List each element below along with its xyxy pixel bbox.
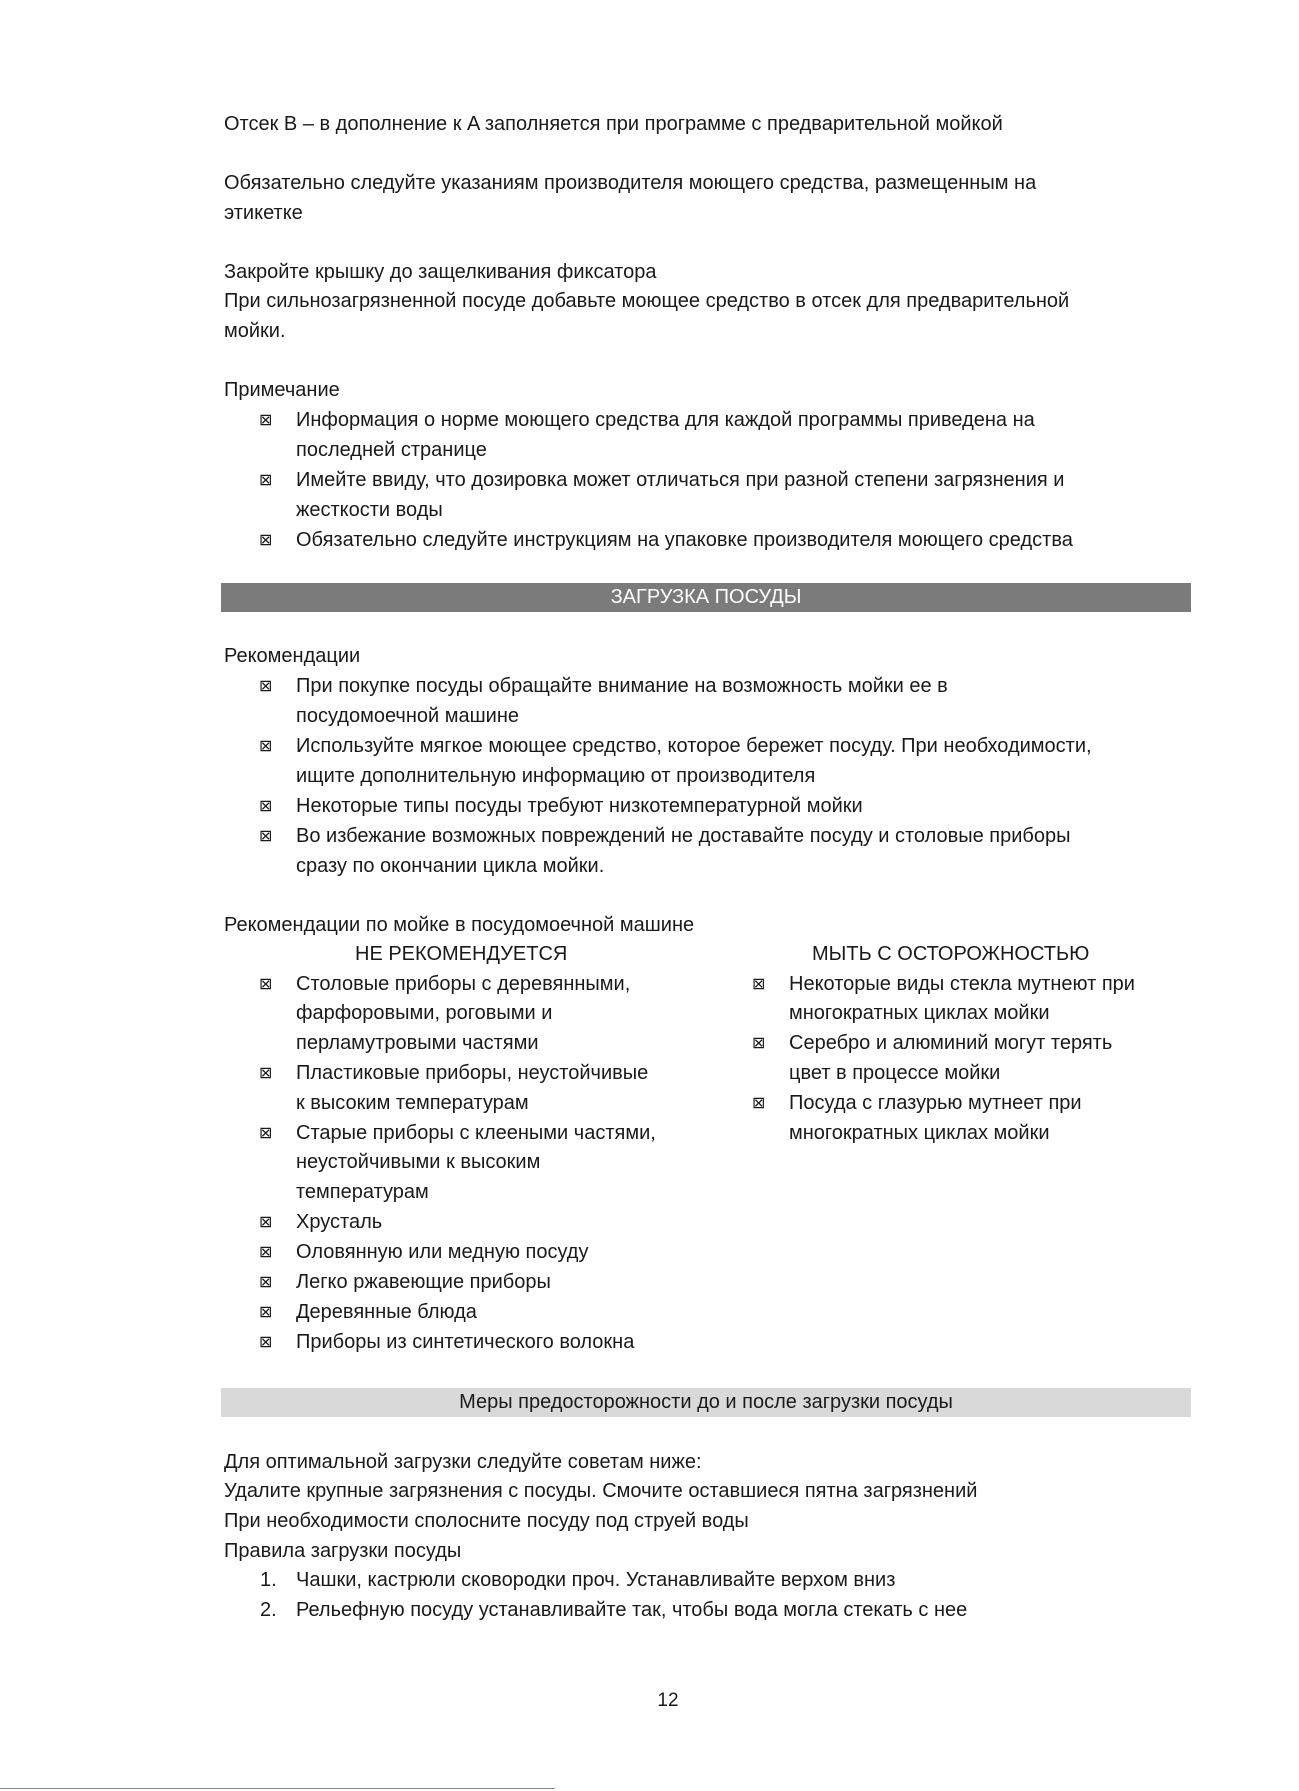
note-line: Информация о норме моющего средства для каждой программы приведена на: [296, 409, 1035, 431]
loading-rules-title: Правила загрузки посуды: [224, 1540, 462, 1562]
bullet-icon: ⊠: [259, 1302, 273, 1321]
wash-with-care-item: многократных циклах мойки: [789, 1122, 1050, 1144]
not-recommended-item: неустойчивыми к высоким: [296, 1151, 541, 1173]
loading-tips-line: Удалите крупные загрязнения с посуды. Смочите оставшиеся пятна загрязнений: [224, 1480, 978, 1502]
bullet-icon: ⊠: [259, 736, 273, 755]
note-line: жесткости воды: [296, 499, 443, 521]
page-number: 12: [657, 1690, 679, 1711]
bullet-icon: ⊠: [259, 530, 273, 549]
recommendation-line: Используйте мягкое моющее средство, которое бережет посуду. При необходимости,: [296, 735, 1092, 757]
note-line: Обязательно следуйте инструкциям на упаковке производителя моющего средства: [296, 529, 1073, 551]
heavy-soil-line-1: При сильнозагрязненной посуде добавьте моющее средство в отсек для предварительной: [224, 290, 1070, 312]
loading-tips-line: При необходимости сполосните посуду под струей воды: [224, 1510, 749, 1532]
bullet-icon: ⊠: [752, 1093, 766, 1112]
loading-rule-text: Чашки, кастрюли сковородки проч. Устанавливайте верхом вниз: [296, 1569, 896, 1591]
note-line: последней странице: [296, 439, 487, 461]
note-title: Примечание: [224, 379, 340, 401]
recommendation-line: При покупке посуды обращайте внимание на возможность мойки ее в: [296, 675, 948, 697]
bullet-icon: ⊠: [752, 974, 766, 993]
bullet-icon: ⊠: [259, 1332, 273, 1351]
bullet-icon: ⊠: [259, 1212, 273, 1231]
wash-with-care-item: Посуда с глазурью мутнеет при: [789, 1092, 1082, 1114]
not-recommended-item: Старые приборы с клееными частями,: [296, 1122, 656, 1144]
manufacturer-instructions-line-1: Обязательно следуйте указаниям производителя моющего средства, размещенным на: [224, 172, 1037, 194]
recommendation-line: ищите дополнительную информацию от производителя: [296, 765, 816, 787]
bullet-icon: ⊠: [259, 974, 273, 993]
wash-with-care-item: Некоторые виды стекла мутнеют при: [789, 973, 1135, 995]
wash-with-care-item: Серебро и алюминий могут терять: [789, 1032, 1113, 1054]
note-line: Имейте ввиду, что дозировка может отличаться при разной степени загрязнения и: [296, 469, 1065, 491]
close-lid-text: Закройте крышку до защелкивания фиксатора: [224, 261, 657, 283]
loading-rule-number: 1.: [260, 1569, 277, 1591]
heavy-soil-line-2: мойки.: [224, 320, 286, 342]
not-recommended-item: Деревянные блюда: [296, 1301, 477, 1323]
not-recommended-item: Легко ржавеющие приборы: [296, 1271, 551, 1293]
bullet-icon: ⊠: [259, 1063, 273, 1082]
not-recommended-item: Хрусталь: [296, 1211, 383, 1233]
not-recommended-item: к высоким температурам: [296, 1092, 529, 1114]
recommendation-line: посудомоечной машине: [296, 705, 519, 727]
wash-with-care-heading: МЫТЬ С ОСТОРОЖНОСТЬЮ: [812, 943, 1090, 965]
recommendation-line: Во избежание возможных повреждений не доставайте посуду и столовые приборы: [296, 825, 1071, 847]
bullet-icon: ⊠: [259, 1123, 273, 1142]
wash-recommendations-title: Рекомендации по мойке в посудомоечной машине: [224, 914, 695, 936]
bullet-icon: ⊠: [259, 1272, 273, 1291]
not-recommended-item: Пластиковые приборы, неустойчивые: [296, 1062, 649, 1084]
wash-with-care-item: цвет в процессе мойки: [789, 1062, 1001, 1084]
not-recommended-item: перламутровыми частями: [296, 1032, 539, 1054]
not-recommended-item: Приборы из синтетического волокна: [296, 1331, 635, 1353]
not-recommended-item: Столовые приборы с деревянными,: [296, 973, 631, 995]
bullet-icon: ⊠: [259, 676, 273, 695]
bullet-icon: ⊠: [752, 1033, 766, 1052]
loading-rule-text: Рельефную посуду устанавливайте так, чтобы вода могла стекать с нее: [296, 1599, 968, 1621]
bottom-divider: [0, 1788, 555, 1789]
wash-with-care-item: многократных циклах мойки: [789, 1002, 1050, 1024]
recommendations-title: Рекомендации: [224, 645, 361, 667]
bullet-icon: ⊠: [259, 1242, 273, 1261]
not-recommended-item: Оловянную или медную посуду: [296, 1241, 589, 1263]
compartment-b-text: Отсек B – в дополнение к A заполняется при программе с предварительной мойкой: [224, 113, 1003, 135]
bullet-icon: ⊠: [259, 826, 273, 845]
not-recommended-item: фарфоровыми, роговыми и: [296, 1002, 553, 1024]
section-heading-loading: ЗАГРУЗКА ПОСУДЫ: [221, 583, 1191, 612]
loading-rule-number: 2.: [260, 1599, 277, 1621]
bullet-icon: ⊠: [259, 796, 273, 815]
bullet-icon: ⊠: [259, 470, 273, 489]
recommendation-line: Некоторые типы посуды требуют низкотемпературной мойки: [296, 795, 863, 817]
section-heading-precautions: Меры предосторожности до и после загрузки посуды: [221, 1388, 1191, 1417]
loading-tips-line: Для оптимальной загрузки следуйте советам ниже:: [224, 1451, 702, 1473]
recommendation-line: сразу по окончании цикла мойки.: [296, 855, 605, 877]
not-recommended-item: температурам: [296, 1181, 429, 1203]
manufacturer-instructions-line-2: этикетке: [224, 202, 303, 224]
not-recommended-heading: НЕ РЕКОМЕНДУЕТСЯ: [355, 943, 568, 965]
bullet-icon: ⊠: [259, 410, 273, 429]
